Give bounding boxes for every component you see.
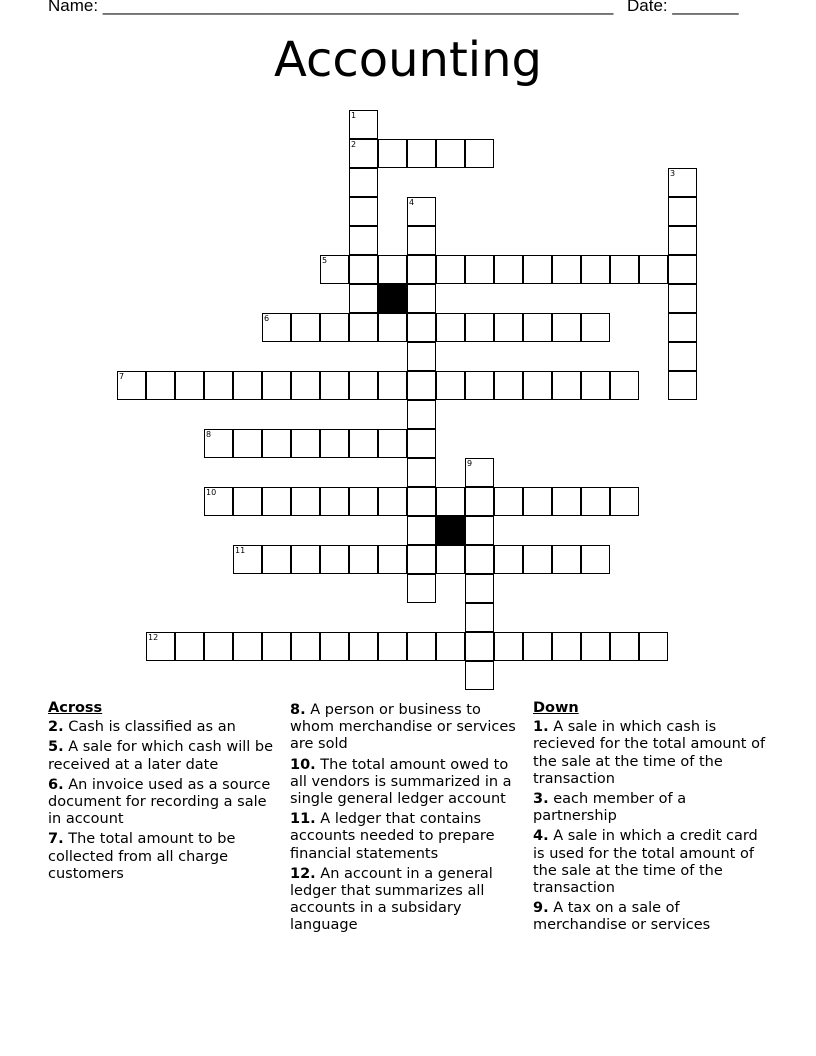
grid-cell[interactable] <box>407 574 436 603</box>
grid-cell[interactable] <box>320 487 349 516</box>
grid-cell[interactable] <box>320 429 349 458</box>
grid-cell[interactable] <box>610 632 639 661</box>
grid-cell[interactable] <box>436 255 465 284</box>
grid-cell[interactable] <box>552 313 581 342</box>
grid-cell[interactable] <box>668 226 697 255</box>
clue-number-label: 6 <box>264 314 270 323</box>
grid-cell[interactable] <box>639 255 668 284</box>
grid-cell[interactable] <box>407 342 436 371</box>
grid-cell[interactable] <box>291 429 320 458</box>
grid-cell[interactable] <box>465 255 494 284</box>
grid-cell[interactable] <box>262 371 291 400</box>
grid-cell[interactable] <box>581 371 610 400</box>
blocked-cell <box>378 284 407 313</box>
grid-cell[interactable] <box>291 371 320 400</box>
grid-cell[interactable] <box>436 545 465 574</box>
clue-down-4: 4. A sale in which a credit card is used for the total amount of the sale at the time of the transaction <box>533 828 758 897</box>
grid-cell[interactable] <box>668 255 697 284</box>
grid-cell[interactable] <box>349 632 378 661</box>
grid-cell[interactable] <box>552 545 581 574</box>
grid-cell[interactable] <box>552 632 581 661</box>
grid-cell[interactable] <box>581 545 610 574</box>
grid-cell[interactable] <box>407 516 436 545</box>
grid-cell[interactable] <box>494 371 523 400</box>
grid-cell[interactable] <box>523 371 552 400</box>
grid-cell[interactable] <box>407 458 436 487</box>
grid-cell[interactable] <box>465 516 494 545</box>
grid-cell[interactable] <box>262 632 291 661</box>
clue-across-8: 8. A person or business to whom merchandise or services are sold <box>290 702 516 753</box>
clue-across-7: 7. The total amount to be collected from all charge customers <box>48 831 236 882</box>
grid-cell[interactable] <box>262 545 291 574</box>
grid-cell[interactable] <box>610 487 639 516</box>
grid-cell[interactable] <box>349 313 378 342</box>
grid-cell[interactable] <box>233 632 262 661</box>
grid-cell[interactable] <box>494 313 523 342</box>
clue-across-11: 11. A ledger that contains accounts needed to prepare financial statements <box>290 811 495 862</box>
clue-number-label: 3 <box>670 169 676 178</box>
grid-cell[interactable] <box>581 632 610 661</box>
grid-cell[interactable] <box>465 661 494 690</box>
grid-cell[interactable] <box>378 632 407 661</box>
blocked-cell <box>436 516 465 545</box>
grid-cell[interactable] <box>146 371 175 400</box>
clue-number-label: 1 <box>351 111 357 120</box>
grid-cell[interactable] <box>465 371 494 400</box>
grid-cell[interactable] <box>233 429 262 458</box>
grid-cell[interactable] <box>349 371 378 400</box>
grid-cell[interactable] <box>320 545 349 574</box>
grid-cell[interactable] <box>233 487 262 516</box>
clue-across-12: 12. An account in a general ledger that summarizes all accounts in a subsidary language <box>290 865 493 934</box>
grid-cell[interactable] <box>378 313 407 342</box>
grid-cell[interactable] <box>378 429 407 458</box>
clue-number-label: 7 <box>119 372 125 381</box>
clue-across-10: 10. The total amount owed to all vendors is summarized in a single general ledger account <box>290 756 512 808</box>
grid-cell[interactable] <box>523 632 552 661</box>
grid-cell[interactable] <box>581 313 610 342</box>
grid-cell[interactable] <box>204 371 233 400</box>
grid-cell[interactable] <box>552 255 581 284</box>
grid-cell[interactable] <box>349 168 378 197</box>
clue-across-5: 5. A sale for which cash will be received at a later date <box>48 739 274 773</box>
grid-cell[interactable] <box>436 313 465 342</box>
grid-cell[interactable] <box>378 255 407 284</box>
grid-cell[interactable] <box>436 487 465 516</box>
grid-cell[interactable] <box>378 371 407 400</box>
grid-cell[interactable] <box>320 371 349 400</box>
grid-cell[interactable] <box>378 139 407 168</box>
grid-cell[interactable] <box>407 313 436 342</box>
grid-cell[interactable] <box>175 371 204 400</box>
grid-cell[interactable] <box>349 487 378 516</box>
grid-cell[interactable] <box>436 139 465 168</box>
grid-cell[interactable] <box>349 197 378 226</box>
grid-cell[interactable] <box>465 574 494 603</box>
grid-cell[interactable] <box>233 371 262 400</box>
grid-cell[interactable] <box>291 632 320 661</box>
grid-cell[interactable] <box>349 429 378 458</box>
grid-cell[interactable] <box>668 371 697 400</box>
grid-cell[interactable] <box>378 487 407 516</box>
grid-cell[interactable] <box>349 284 378 313</box>
clue-down-1: 1. A sale in which cash is recieved for the total amount of the sale at the time of the transaction <box>533 719 766 787</box>
grid-cell[interactable] <box>610 255 639 284</box>
grid-cell[interactable] <box>320 313 349 342</box>
grid-cell[interactable] <box>581 487 610 516</box>
clue-down-9: 9. A tax on a sale of merchandise or services <box>533 900 711 934</box>
grid-cell[interactable] <box>552 371 581 400</box>
across-heading: Across <box>48 700 103 716</box>
name-line[interactable]: ______________________________________________________ <box>102 0 614 15</box>
clue-number-label: 10 <box>206 488 217 497</box>
grid-cell[interactable] <box>320 632 349 661</box>
grid-cell[interactable] <box>610 371 639 400</box>
grid-cell[interactable] <box>581 255 610 284</box>
grid-cell[interactable] <box>204 632 233 661</box>
clue-number-label: 9 <box>467 459 473 468</box>
grid-cell[interactable] <box>291 313 320 342</box>
clue-across-6: 6. An invoice used as a source document for recording a sale in account <box>48 776 271 828</box>
date-line[interactable]: _______ <box>672 0 739 15</box>
grid-cell[interactable] <box>523 255 552 284</box>
grid-cell[interactable] <box>668 197 697 226</box>
grid-cell[interactable] <box>407 487 436 516</box>
grid-cell[interactable] <box>349 545 378 574</box>
clue-number-label: 5 <box>322 256 328 265</box>
across-clues-column <box>48 700 278 886</box>
grid-cell[interactable] <box>465 545 494 574</box>
grid-cell[interactable] <box>349 255 378 284</box>
grid-cell[interactable] <box>465 603 494 632</box>
grid-cell[interactable] <box>407 284 436 313</box>
grid-cell[interactable] <box>639 632 668 661</box>
grid-cell[interactable] <box>668 342 697 371</box>
grid-cell[interactable] <box>465 632 494 661</box>
grid-cell[interactable] <box>291 487 320 516</box>
clue-number-label: 4 <box>409 198 415 207</box>
grid-cell[interactable] <box>262 429 291 458</box>
grid-cell[interactable] <box>407 429 436 458</box>
grid-cell[interactable] <box>407 371 436 400</box>
clue-down-3: 3. each member of a partnership <box>533 791 687 825</box>
grid-cell[interactable] <box>465 487 494 516</box>
grid-cell[interactable] <box>494 545 523 574</box>
grid-cell[interactable] <box>407 632 436 661</box>
date-label: Date: <box>627 0 668 15</box>
grid-cell[interactable] <box>494 632 523 661</box>
grid-cell[interactable] <box>552 487 581 516</box>
puzzle-title: Accounting <box>273 32 543 88</box>
name-label: Name: <box>48 0 99 15</box>
grid-cell[interactable] <box>407 400 436 429</box>
grid-cell[interactable] <box>349 226 378 255</box>
grid-cell[interactable] <box>465 139 494 168</box>
grid-cell[interactable] <box>407 139 436 168</box>
grid-cell[interactable] <box>494 255 523 284</box>
grid-cell[interactable] <box>494 487 523 516</box>
down-heading: Down <box>533 700 579 716</box>
clue-number-label: 12 <box>148 633 159 642</box>
clue-number-label: 8 <box>206 430 212 439</box>
grid-cell[interactable] <box>262 487 291 516</box>
grid-cell[interactable] <box>291 545 320 574</box>
grid-cell[interactable] <box>407 226 436 255</box>
grid-cell[interactable] <box>523 545 552 574</box>
grid-cell[interactable] <box>407 255 436 284</box>
grid-cell[interactable] <box>668 313 697 342</box>
grid-cell[interactable] <box>378 545 407 574</box>
clue-number-label: 2 <box>351 140 357 149</box>
grid-cell[interactable] <box>436 371 465 400</box>
grid-cell[interactable] <box>523 487 552 516</box>
grid-cell[interactable] <box>407 545 436 574</box>
grid-cell[interactable] <box>668 284 697 313</box>
grid-cell[interactable] <box>175 632 204 661</box>
clue-across-2: 2. Cash is classified as an <box>48 719 236 736</box>
across-clues-column-continued <box>290 702 522 938</box>
down-clues-column <box>533 700 773 938</box>
clue-number-label: 11 <box>235 546 246 555</box>
grid-cell[interactable] <box>523 313 552 342</box>
grid-cell[interactable] <box>436 632 465 661</box>
grid-cell[interactable] <box>465 313 494 342</box>
